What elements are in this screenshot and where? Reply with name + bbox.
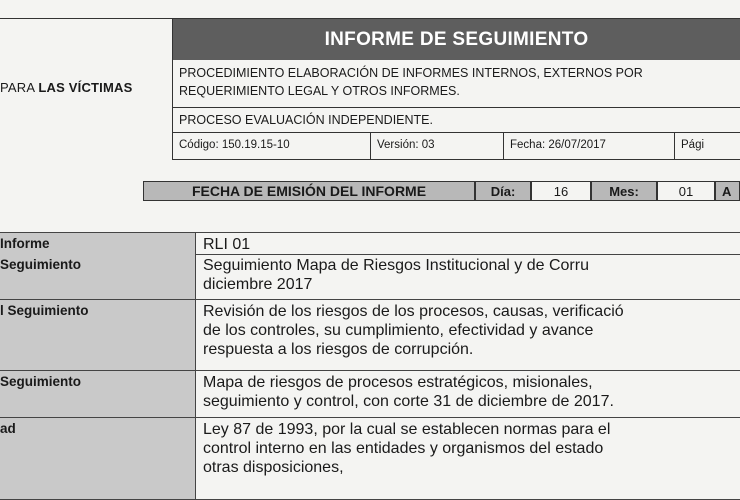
process-cell: PROCESO EVALUACIÓN INDEPENDIENTE. [173,108,740,133]
value-line: de los controles, su cumplimiento, efectividad y avance [203,322,594,339]
procedure-cell [173,60,740,108]
month-label: Mes: [591,181,657,201]
value-line: seguimiento y control, con corte 31 de diciembre de 2017. [203,393,614,410]
table-row [0,371,740,418]
issue-date-row [143,181,740,201]
table-row [0,300,740,371]
row-label: ad [0,418,196,500]
year-label: A [715,181,740,201]
month-value: 01 [657,181,715,201]
row-value [196,371,740,418]
metadata-row [173,133,740,160]
row-label: Seguimiento [0,371,196,418]
value-line: Mapa de riesgos de procesos estratégicos, misionales, [203,374,593,391]
logo-prefix: PARA [0,80,35,95]
value-line: control interno en las entidades y organismos del estado [203,440,604,457]
row-value [196,254,740,300]
value-line: Seguimiento Mapa de Riesgos Institucional y de Corru [203,257,589,274]
logo-bold-text: LAS VÍCTIMAS [38,80,133,95]
document-title: INFORME DE SEGUIMIENTO [173,18,740,60]
table-row [0,418,740,500]
row-label: Informe [0,233,196,255]
version-cell: Versión: 03 [371,133,504,160]
value-line: Revisión de los riesgos de los procesos, causas, verificació [203,303,624,320]
row-value [196,418,740,500]
value-line: respuesta a los riesgos de corrupción. [203,341,474,358]
day-value: 16 [531,181,591,201]
issue-date-title: FECHA DE EMISIÓN DEL INFORME [143,181,475,201]
day-label: Día: [475,181,531,201]
row-value [196,300,740,371]
code-cell: Código: 150.19.15-10 [173,133,371,160]
value-line: RLI 01 [203,236,251,253]
row-label: l Seguimiento [0,300,196,371]
date-cell: Fecha: 26/07/2017 [504,133,675,160]
row-value [196,233,740,255]
value-line: otras disposiciones, [203,459,344,476]
logo [0,80,132,95]
table-row [0,232,740,255]
procedure-line-2: REQUERIMIENTO LEGAL Y OTROS INFORMES. [179,84,460,98]
procedure-line-1: PROCEDIMIENTO ELABORACIÓN DE INFORMES INTERNOS, EXTERNOS POR [179,66,643,80]
value-line: diciembre 2017 [203,276,313,293]
table-row [0,254,740,300]
value-line: Ley 87 de 1993, por la cual se establecen normas para el [203,421,611,438]
row-label: Seguimiento [0,254,196,300]
page-cell: Pági [681,139,705,151]
